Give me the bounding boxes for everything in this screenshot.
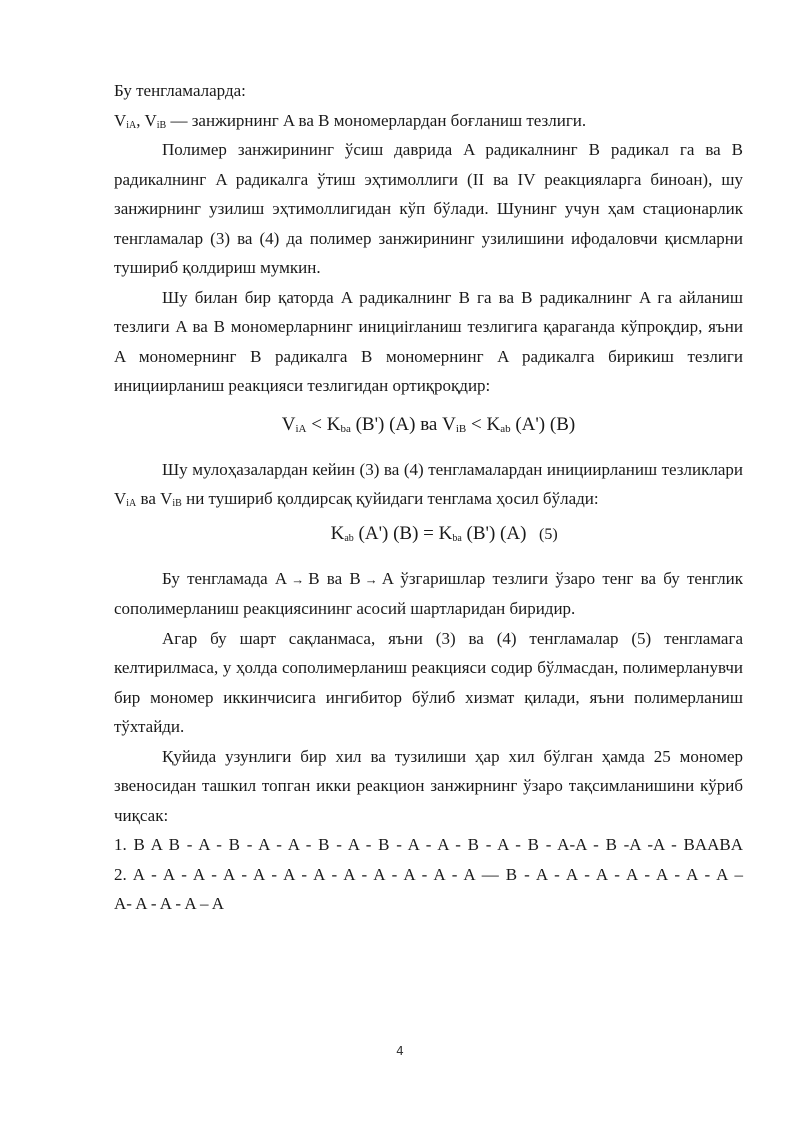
paragraph-3-part-3: ни тушириб қолдирсақ қуйидаги тенглама ҳосил бўлади: xyxy=(181,489,599,508)
paragraph-4 xyxy=(114,564,743,624)
formula1-part-3: (B') (A) ва V xyxy=(350,413,456,435)
definition-sub-1: iA xyxy=(126,119,137,131)
definition-var-1: V xyxy=(114,110,127,130)
paragraph-1: Полимер занжирининг ўсиш даврида A радикалнинг B радикал га ва B радикалнинг A радикалга ўтиш эҳтимоллиги (II ва IV реакцияларга биноан), шу занжирнинг узилиш эҳтимоллигидан кўп бўлади. Шунинг учун ҳам стационарлик тенгламалар (3) ва (4) да полимер занжирининг узилишини ифодаловчи қисмларни тушириб қолдириш мумкин. xyxy=(114,140,743,277)
formula1-sub-1: iA xyxy=(295,422,307,435)
paragraph-6: Қуйида узунлиги бир хил ва тузилиши ҳар хил бўлган ҳамда 25 мономер звеносидан ташкил топган икки реакцион занжирнинг ўзаро тақсимланишини кўриб чиқсак: xyxy=(114,746,743,825)
intro-heading: Бу тенгламаларда: xyxy=(114,81,246,100)
paragraph-3-part-2: ва V xyxy=(136,489,173,508)
document-body xyxy=(114,76,743,919)
formula1-part-4: < K xyxy=(466,413,501,435)
formula2-sub-1: ab xyxy=(344,532,354,544)
paragraph-3-sub-1: iA xyxy=(126,498,137,509)
equation-number: (5) xyxy=(539,525,558,543)
paragraph-3-part-1: Шу мулоҳазалардан кейин (3) ва (4) тенгламалардан инициирланиш тезликлари V xyxy=(114,459,743,508)
arrow-icon: → xyxy=(291,571,305,587)
paragraph-4-part-2: B ва B xyxy=(308,568,361,588)
formula1-sub-4: ab xyxy=(500,422,511,435)
paragraph-3 xyxy=(114,455,743,514)
formula2-part-1: K xyxy=(330,522,345,544)
formula1-part-2: < K xyxy=(306,413,341,435)
paragraph-2: Шу билан бир қаторда A радикалнинг B га ва B радикалнинг A га айланиш тезлиги A ва B мономерларнинг инициirланиш тезлигига қараганда кўпроқдир, яъни A мономернинг B радикалга B мономернинг A радикалга бирикиш тезлиги инициирланиш реакцияси тезлигидан ортиқроқдир: xyxy=(114,287,743,395)
arrow-icon: → xyxy=(364,571,378,587)
definition-sub-2: iB xyxy=(156,119,167,131)
formula-inequalities xyxy=(114,409,743,441)
formula1-part-1: V xyxy=(281,413,296,435)
sequence-1: 1. B A B - A - B - A - A - B - A - B - A - A - B - A - B - A-A - B -A -A - BAABA xyxy=(114,835,743,854)
formula2-sub-2: ba xyxy=(452,532,462,544)
formula1-part-5: (A') (B) xyxy=(510,413,576,435)
formula2-part-2: (A') (B) = K xyxy=(353,522,453,544)
page-number: 4 xyxy=(396,1044,404,1058)
definition-text: — занжирнинг A ва B мономерлардан боғланиш тезлиги. xyxy=(166,110,587,130)
paragraph-5: Агар бу шарт сақланмаса, яъни (3) ва (4) тенгламалар (5) тенгламага келтирилмаса, у ҳолда сополимерланиш реакцияси содир бўлмасдан, полимерланувчи бир мономер иккинчисига ингибитор бўлиб хизмат қилади, яъни полимерланиш тўхтайди. xyxy=(114,628,743,736)
paragraph-3-sub-2: iB xyxy=(172,498,182,509)
definition-line xyxy=(114,106,743,136)
paragraph-4-part-3: A ўзгаришлар тезлиги ўзаро тенг ва бу тенглик сополимерланиш реакциясининг асосий шартларидан биридир. xyxy=(114,568,744,618)
formula-equation-5 xyxy=(114,518,743,550)
formula1-sub-3: iB xyxy=(455,422,467,435)
sequence-2-line-2: A- A - A - A – A xyxy=(114,894,225,913)
definition-separator: , xyxy=(136,110,145,130)
paragraph-4-part-1: Бу тенгламада A xyxy=(162,568,288,588)
formula1-sub-2: ba xyxy=(340,422,351,435)
sequence-2-line-1: 2. A - A - A - A - A - A - A - A - A - A - A - A — B - A - A - A - A - A - A - A – xyxy=(114,864,743,884)
definition-var-2: V xyxy=(144,110,157,130)
formula2-part-3: (B') (A) xyxy=(461,522,527,544)
